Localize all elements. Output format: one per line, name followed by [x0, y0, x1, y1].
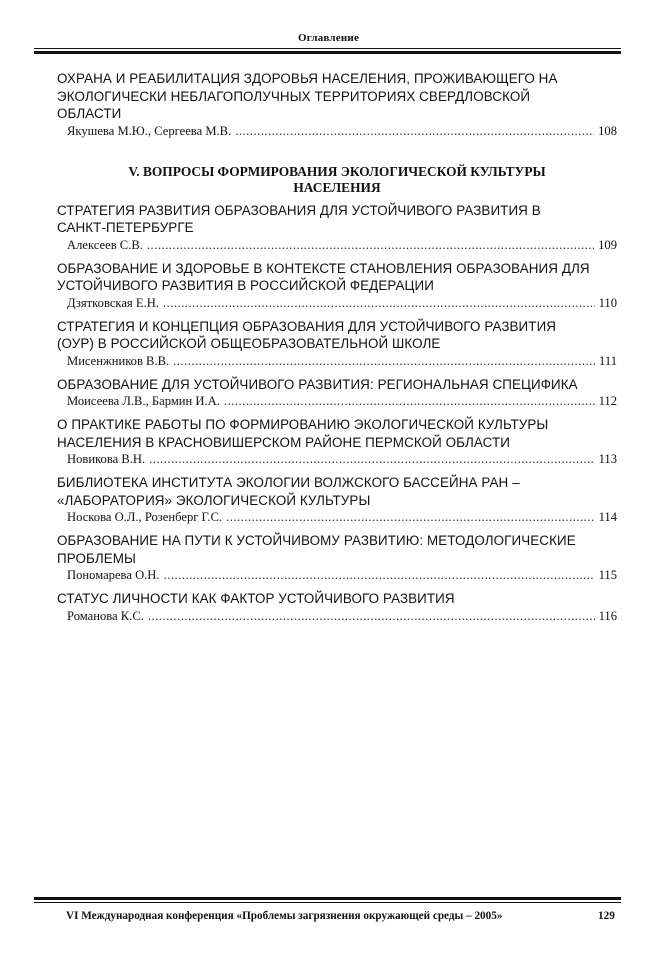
- toc-entry-title: БИБЛИОТЕКА ИНСТИТУТА ЭКОЛОГИИ ВОЛЖСКОГО БАССЕЙНА РАН – «ЛАБОРАТОРИЯ» ЭКОЛОГИЧЕСКОЙ КУЛЬТУРЫ: [57, 475, 520, 508]
- dot-leader: [163, 295, 595, 311]
- toc-entry-title: СТАТУС ЛИЧНОСТИ КАК ФАКТОР УСТОЙЧИВОГО РАЗВИТИЯ: [57, 591, 455, 606]
- toc-entry[interactable]: [57, 590, 617, 624]
- page-header-title: Оглавление: [297, 32, 360, 44]
- toc-author-line: [57, 509, 617, 525]
- footer-conference-title: VI Международная конференция «Проблемы загрязнения окружающей среды – 2005»: [66, 910, 503, 922]
- dot-leader: [148, 608, 595, 624]
- toc-author: Моисеева Л.В., Бармин И.А.: [67, 394, 220, 408]
- dot-leader: [173, 353, 595, 369]
- toc-entry[interactable]: [57, 260, 617, 311]
- toc-page-number: 109: [598, 237, 617, 252]
- toc-page-number: 110: [598, 295, 617, 310]
- footer-page-number: 129: [598, 910, 615, 922]
- toc-page-number: 114: [598, 510, 617, 524]
- toc-author: Алексеев С.В.: [67, 237, 143, 252]
- toc-entry-title: ОБРАЗОВАНИЕ ДЛЯ УСТОЙЧИВОГО РАЗВИТИЯ: РЕГИОНАЛЬНАЯ СПЕЦИФИКА: [57, 376, 578, 392]
- toc-entry-title: ОБРАЗОВАНИЕ И ЗДОРОВЬЕ В КОНТЕКСТЕ СТАНОВЛЕНИЯ ОБРАЗОВАНИЯ ДЛЯ УСТОЙЧИВОГО РАЗВИТИЯ В РОССИЙСКОЙ ФЕДЕРАЦИИ: [57, 260, 590, 293]
- toc-page-number: 112: [598, 394, 617, 408]
- toc-entry-title: ОБРАЗОВАНИЕ НА ПУТИ К УСТОЙЧИВОМУ РАЗВИТИЮ: МЕТОДОЛОГИЧЕСКИЕ ПРОБЛЕМЫ: [57, 533, 576, 566]
- toc-entry-title: СТРАТЕГИЯ И КОНЦЕПЦИЯ ОБРАЗОВАНИЯ ДЛЯ УСТОЙЧИВОГО РАЗВИТИЯ (ОУР) В РОССИЙСКОЙ ОБЩЕОБРАЗОВАТЕЛЬНОЙ ШКОЛЕ: [57, 318, 557, 351]
- toc-author: Романова К.С.: [67, 608, 144, 623]
- toc-entry[interactable]: [57, 416, 617, 467]
- toc-entry[interactable]: [57, 202, 617, 253]
- toc-author: Носкова О.Л., Розенберг Г.С.: [67, 510, 223, 524]
- toc-entry[interactable]: [57, 318, 617, 369]
- dot-leader: [226, 509, 594, 525]
- toc-page-number: 115: [598, 568, 617, 582]
- toc-author-line: [57, 567, 617, 583]
- toc-entry[interactable]: [57, 474, 617, 525]
- dot-leader: [164, 567, 595, 583]
- toc-page-number: 111: [599, 353, 617, 368]
- toc-entry[interactable]: [57, 70, 617, 139]
- toc-author-line: [57, 393, 617, 409]
- toc-author-line: [57, 353, 617, 369]
- dot-leader: [235, 123, 594, 139]
- toc-author: Новикова В.Н.: [67, 452, 146, 466]
- toc-author: Пономарева О.Н.: [67, 568, 160, 582]
- toc-author-line: [57, 237, 617, 253]
- header-rule-thick: [34, 51, 621, 54]
- toc-author-line: [57, 295, 617, 311]
- dot-leader: [149, 451, 594, 467]
- toc-author: Дзятковская Е.Н.: [67, 295, 159, 310]
- footer-rule-thick: [34, 897, 621, 900]
- footer-rule-thin: [34, 902, 621, 903]
- toc-author-line: [57, 451, 617, 467]
- section-heading: V. ВОПРОСЫ ФОРМИРОВАНИЯ ЭКОЛОГИЧЕСКОЙ КУЛЬТУРЫ НАСЕЛЕНИЯ: [128, 163, 546, 195]
- toc-entry-title: О ПРАКТИКЕ РАБОТЫ ПО ФОРМИРОВАНИЮ ЭКОЛОГИЧЕСКОЙ КУЛЬТУРЫ НАСЕЛЕНИЯ В КРАСНОВИШЕРСКОМ РАЙОНЕ ПЕРМСКОЙ ОБЛАСТИ: [57, 417, 549, 450]
- toc-author: Мисенжников В.В.: [67, 353, 170, 368]
- dot-leader: [224, 393, 595, 409]
- toc-entry[interactable]: [57, 376, 617, 410]
- toc-entry-title: СТРАТЕГИЯ РАЗВИТИЯ ОБРАЗОВАНИЯ ДЛЯ УСТОЙЧИВОГО РАЗВИТИЯ В САНКТ-ПЕТЕРБУРГЕ: [57, 202, 541, 235]
- toc-author-line: [57, 123, 617, 139]
- header-rule-thin: [34, 48, 621, 49]
- toc-author-line: [57, 608, 617, 624]
- toc-entry-title: ОХРАНА И РЕАБИЛИТАЦИЯ ЗДОРОВЬЯ НАСЕЛЕНИЯ, ПРОЖИВАЮЩЕГО НА ЭКОЛОГИЧЕСКИ НЕБЛАГОПОЛУЧНЫХ ТЕРРИТОРИЯХ СВЕРДЛОВСКОЙ ОБЛАСТИ: [57, 71, 558, 121]
- toc-entry[interactable]: [57, 532, 617, 583]
- toc-page-number: 108: [598, 123, 617, 138]
- toc-content: [57, 70, 617, 631]
- toc-page-number: 116: [598, 608, 617, 623]
- dot-leader: [147, 237, 594, 253]
- toc-author: Якушева М.Ю., Сергеева М.В.: [67, 123, 232, 138]
- toc-page-number: 113: [598, 452, 617, 466]
